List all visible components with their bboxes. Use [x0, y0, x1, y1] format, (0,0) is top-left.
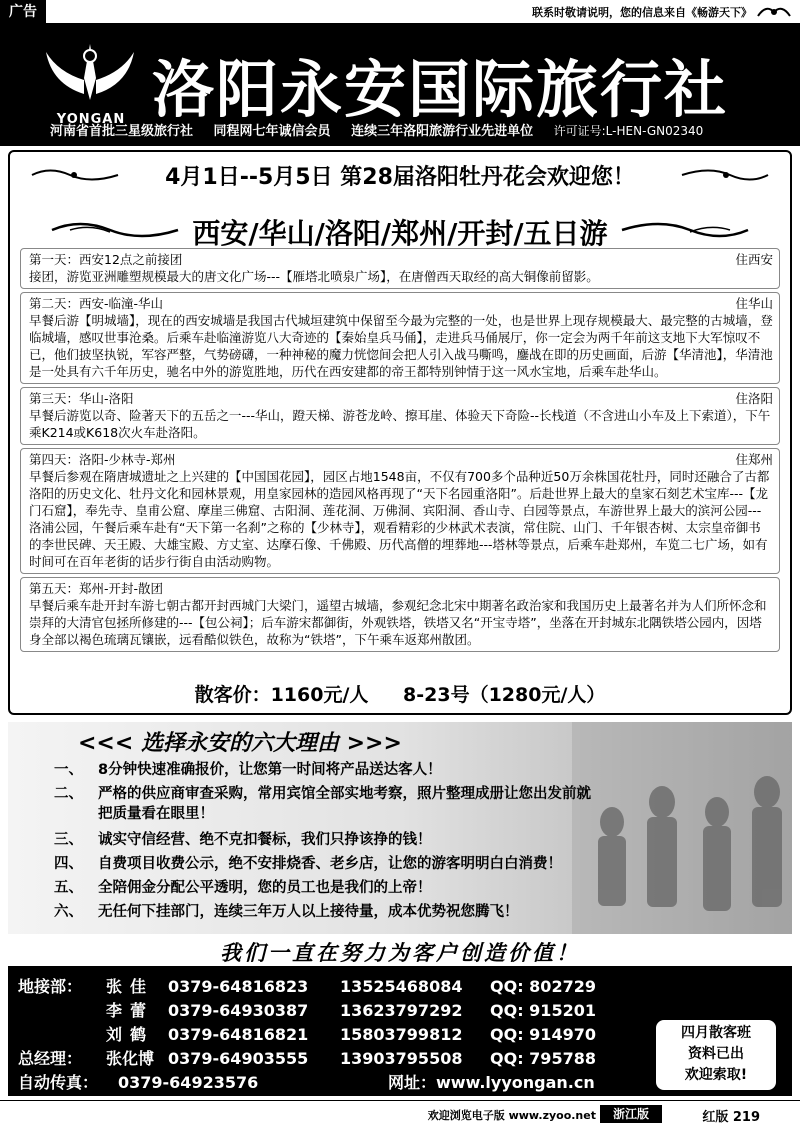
- day-heading: 第一天：西安12点之前接团: [29, 252, 183, 267]
- day-stay: 住华山: [735, 296, 773, 311]
- fax-row: [18, 1070, 595, 1093]
- reason-text: 诚实守信经营、绝不克扣餐标，我们只挣该挣的钱！: [98, 832, 432, 848]
- contact-name: 张佳: [106, 977, 155, 996]
- magazine-logo-icon: [756, 2, 792, 22]
- day-item: [20, 577, 780, 652]
- contact-qq: QQ: 795788: [490, 1049, 596, 1068]
- reason-item: [54, 784, 591, 824]
- reason-number: 一、: [54, 762, 83, 778]
- contact-phone: 0379-64903555: [168, 1049, 309, 1068]
- reasons-section: [8, 722, 792, 934]
- day-description: 早餐后游览以奇、险著天下的五岳之一---华山，蹬天梯、游苍龙岭、擦耳崖、体验天下奇险--长栈道（不含进山小车及上下索道），下午乘K214或K618次火车赴洛阳。: [29, 408, 771, 440]
- reason-text: 全陪佣金分配公平透明，您的员工也是我们的上帝！: [98, 880, 432, 896]
- credential: 连续三年洛阳旅游行业先进单位: [351, 124, 534, 139]
- contact-mobile: 15803799812: [340, 1025, 463, 1044]
- contact-name: 李蕾: [106, 1001, 155, 1020]
- reason-item: [54, 760, 442, 780]
- day-item: [20, 248, 780, 289]
- contact-label: 总经理：: [18, 1049, 83, 1068]
- credential: 同程网七年诚信会员: [213, 124, 331, 139]
- festival-title: 4月1日--5月5日 第28届洛阳牡丹花会欢迎您！: [165, 165, 635, 190]
- credentials: [50, 120, 719, 139]
- reason-item: [54, 902, 519, 922]
- reason-text: 无任何下挂部门，连续三年万人以上接待量，成本优势祝您腾飞！: [98, 904, 519, 920]
- top-strip: [0, 0, 800, 24]
- footer-text: 欢迎浏览电子版 www.zyoo.net: [427, 1109, 596, 1122]
- day-description: 早餐后乘车赴开封车游七朝古都开封西城门大梁门，遥望古城墙，参观纪念北宋中期著名政治家和我国历史上最著名并为人们所怀念和崇拜的大清官包拯所修建的---【包公祠】；后车游宋都御街，外观铁塔，铁塔又名“开宝寺塔”，坐落在开封城东北隅铁塔公园内，因塔身全部以褐色琉璃瓦镶嵌，远看酷似铁色，故称为“铁塔”，下午乘车返郑州散团。: [29, 598, 767, 647]
- web-url[interactable]: www.lyyongan.cn: [436, 1073, 595, 1092]
- day-stay: 住郑州: [735, 452, 773, 467]
- day-description: 早餐后游【明城墙】，现在的西安城墙是我国古代城垣建筑中保留至今最为完整的一处，也是世界上现存规模最大、最完整的古城墙，登临城墙，感叹世事沧桑。后乘车赴临潼游览八大奇迹的【秦始皇兵马俑】，走进兵马俑展厅，你一定会为两千年前这支地下大军惊叹不已，他们披坚执锐，军容严整，气势磅礴，一种神秘的魔力恍惚间会把人引入战马嘶鸣，鏖战在即的历史画面，后游【华清池】，华清池是一处具有六千年历史，驰名中外的游览胜地，历代在西安建都的帝王都特别钟情于这一风水宝地，后乘车赴华山。: [29, 313, 773, 379]
- day-item: [20, 292, 780, 384]
- tour-title: 西安/华山/洛阳/郑州/开封/五日游: [192, 217, 608, 250]
- web-label: 网址：: [388, 1073, 437, 1092]
- price-special: 8-23号（1280元/人）: [403, 684, 606, 706]
- reason-item: [54, 878, 432, 898]
- contact-row: [18, 974, 596, 997]
- reason-number: 五、: [54, 880, 83, 896]
- contact-name: 刘鹤: [106, 1025, 155, 1044]
- reason-item: [54, 854, 562, 874]
- reason-number: 三、: [54, 832, 83, 848]
- day-heading: 第二天：西安-临潼-华山: [29, 296, 164, 311]
- contact-qq: QQ: 915201: [490, 1001, 596, 1020]
- itinerary-panel: [8, 150, 792, 715]
- day-description: 早餐后参观在隋唐城遗址之上兴建的【中国国花园】，园区占地1548亩，不仅有700多个品种近50万余株国花牡丹，同时还融合了古都洛阳的历史文化、牡丹文化和园林景观，用皇家园林的造园风格再现了“天下名园重洛阳”。后赴世界上最大的皇家石刻艺术宝库---【龙门石窟】，奉先寺、皇甫公窟、摩崖三佛窟、古阳洞、莲花洞、万佛洞、宾阳洞、香山寺、白园等景点，车游世界上最大的滨河公园---洛浦公园，午餐后乘车赴有“天下第一名刹”之称的【少林寺】，观看精彩的少林武术表演，常住院、山门、千年银杏树、太宗皇帝御书的李世民碑、天王殿、大雄宝殿、方丈室、达摩石像、千佛殿、历代高僧的埋葬地---塔林等景点，后乘车赴郑州，车览二七广场，如有时间可在百年老街的话步行街自由活动购物。: [29, 469, 770, 569]
- footer: [0, 1100, 800, 1127]
- contact-label: 地接部：: [18, 977, 83, 996]
- license-number: 许可证号:L-HEN-GN02340: [553, 124, 704, 138]
- yongan-logo-icon: [44, 40, 136, 110]
- contact-row: [18, 998, 596, 1021]
- ad-tag: 广告: [0, 0, 46, 24]
- reasons-title: <<< 选择永安的六大理由 >>>: [78, 731, 402, 756]
- fax-number: 0379-64923576: [118, 1073, 259, 1092]
- contact-mobile: 13525468084: [340, 977, 463, 996]
- contact-mobile: 13623797292: [340, 1001, 463, 1020]
- page-number: 红版 219: [702, 1110, 760, 1125]
- edition-tag: 浙江版: [600, 1105, 662, 1123]
- badge-line: 欢迎索取!: [684, 1067, 748, 1083]
- contact-name: 张化博: [106, 1049, 155, 1068]
- contact-qq: QQ: 914970: [490, 1025, 596, 1044]
- reason-number: 二、: [54, 786, 83, 802]
- credential: 河南省首批三星级旅行社: [50, 124, 194, 139]
- top-note: 联系时敬请说明，您的信息来自《畅游天下》: [532, 6, 752, 19]
- header: [0, 24, 800, 146]
- contact-mobile: 13903795508: [340, 1049, 463, 1068]
- contact-panel: [8, 966, 792, 1096]
- itinerary-days: [20, 248, 780, 655]
- reason-text-continued: 把质量看在眼里！: [98, 806, 214, 822]
- contact-row: [18, 1046, 596, 1069]
- day-heading: 第四天：洛阳-少林寺-郑州: [29, 452, 176, 467]
- reason-text: 自费项目收费公示，绝不安排烧香、老乡店，让您的游客明明白白消费！: [98, 856, 562, 872]
- slogan: 我们一直在努力为客户创造价值！: [220, 941, 580, 965]
- reason-item: [54, 830, 432, 850]
- logo-text: YONGAN: [56, 112, 126, 127]
- price-main: 散客价：1160元/人: [194, 684, 369, 706]
- badge-line: 资料已出: [688, 1046, 744, 1062]
- promo-badge: [656, 1020, 776, 1090]
- day-stay: 住西安: [735, 252, 773, 267]
- fax-label: 自动传真：: [18, 1073, 99, 1092]
- day-item: [20, 448, 780, 574]
- day-heading: 第三天：华山-洛阳: [29, 391, 134, 406]
- day-item: [20, 387, 780, 445]
- day-heading: 第五天：郑州-开封-散团: [29, 581, 164, 596]
- contact-phone: 0379-64816821: [168, 1025, 309, 1044]
- price-line: [10, 680, 790, 707]
- badge-line: 四月散客班: [681, 1025, 751, 1041]
- reason-text: 8分钟快速准确报价，让您第一时间将产品送达客人！: [98, 762, 442, 778]
- contact-qq: QQ: 802729: [490, 977, 596, 996]
- terracotta-warriors-image: [572, 722, 792, 934]
- contact-phone: 0379-64816823: [168, 977, 309, 996]
- day-description: 接团，游览亚洲雕塑规模最大的唐文化广场---【雁塔北喷泉广场】，在唐僧西天取经的高大铜像前留影。: [29, 269, 599, 284]
- contact-row: [18, 1022, 596, 1045]
- reason-text: 严格的供应商审查采购，常用宾馆全部实地考察，照片整理成册让您出发前就: [98, 786, 591, 802]
- company-name: 洛阳永安国际旅行社: [152, 53, 729, 126]
- reason-number: 四、: [54, 856, 83, 872]
- reason-number: 六、: [54, 904, 83, 920]
- day-stay: 住洛阳: [735, 391, 773, 406]
- contact-phone: 0379-64930387: [168, 1001, 309, 1020]
